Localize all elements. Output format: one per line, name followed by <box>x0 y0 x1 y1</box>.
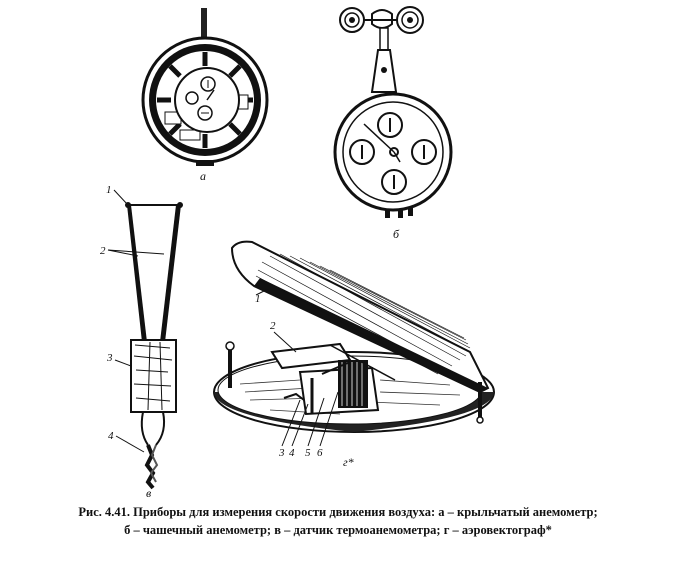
aerovectograph <box>214 242 494 469</box>
caption-line-2: б – чашечный анемометр; в – датчик термоанемометра; г – аэровектограф* <box>124 523 552 537</box>
panel-g-callout-3: 3 <box>279 447 285 459</box>
panel-v-callout-3: 3 <box>107 352 113 364</box>
vane-anemometer <box>143 8 267 183</box>
caption-line-1: Рис. 4.41. Приборы для измерения скорости движения воздуха: а – крыльчатый анемометр; <box>78 505 598 519</box>
panel-v-callout-1: 1 <box>106 184 112 196</box>
panel-g-letter: г* <box>343 455 354 469</box>
panel-g-callout-6: 6 <box>317 447 323 459</box>
panel-v-callout-2: 2 <box>100 245 106 257</box>
panel-v-callout-4: 4 <box>108 430 114 442</box>
panel-g-callout-4: 4 <box>289 447 295 459</box>
panel-b-letter: б <box>393 227 400 241</box>
panel-g-callout-5: 5 <box>305 447 311 459</box>
panel-g-callout-1: 1 <box>255 293 261 305</box>
hot-wire-sensor <box>100 184 183 500</box>
cup-anemometer <box>335 7 451 241</box>
panel-v-letter: в <box>146 486 152 500</box>
figure-caption <box>18 503 658 539</box>
panel-g-callout-2: 2 <box>270 320 276 332</box>
panel-a-letter: а <box>200 169 206 183</box>
